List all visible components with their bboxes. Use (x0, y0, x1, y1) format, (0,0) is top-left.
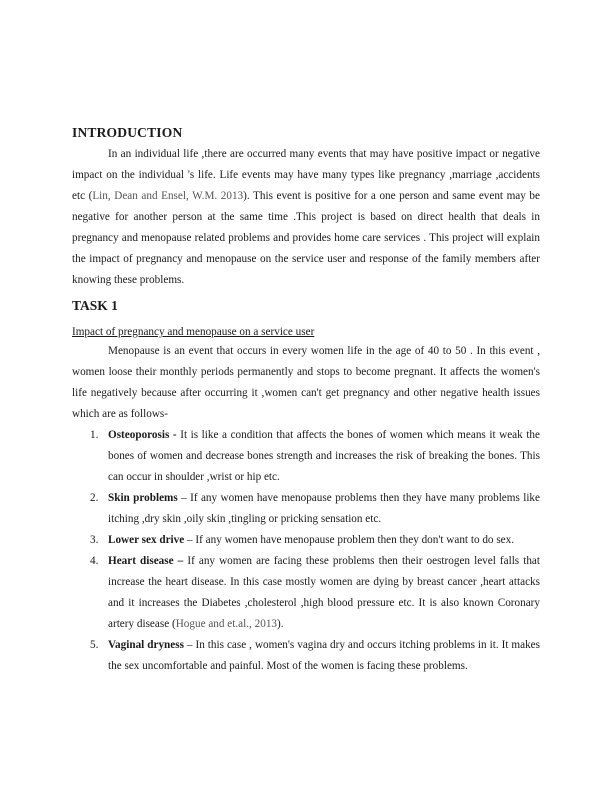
list-item (72, 551, 540, 635)
list-item-number: 2. (90, 492, 99, 504)
list-item-text: – In this case , women's vagina dry and occurs itching problems in it. It makes the sex uncomfortable and painful. Most of the women is facing these problems. (108, 639, 540, 672)
task1-heading: TASK 1 (72, 298, 118, 313)
task1-paragraph: Menopause is an event that occurs in every women life in the age of 40 to 50 . In this event , women loose their monthly periods permanently and stops to become pregnant. It affects the women's life negatively because after occurring it ,women can't get pregnancy and other negative health issues which are as follows- (72, 345, 540, 420)
intro-citation: Lin, Dean and Ensel, W.M. 2013 (92, 190, 244, 202)
list-item-text: – If any women have menopause problems then they have many problems like itching ,dry skin ,oily skin ,tingling or pricking sensation etc. (108, 492, 540, 525)
page-content (72, 124, 540, 677)
health-issues-list (72, 425, 540, 677)
introduction-paragraph (72, 144, 540, 291)
list-item-title: Lower sex drive (108, 534, 185, 546)
list-item-text: It is like a condition that affects the bones of women which means it weak the bones of women and decrease bones strength and increases the risk of breaking the bones. This can occur in shoulder ,wrist or hip etc. (108, 429, 540, 483)
list-item-text: – If any women have menopause problem then they don't want to do sex. (184, 534, 515, 546)
list-item (72, 425, 540, 488)
list-item-title: Heart disease – (108, 555, 184, 567)
introduction-heading: INTRODUCTION (72, 125, 183, 140)
list-item-text: If any women are facing these problems then their oestrogen level falls that increase the heart disease. In this case mostly women are dying by breast cancer ,heart attacks and it increases the Diabetes ,cholesterol ,high blood pressure etc. It is also known Coronary artery disease ( (108, 555, 541, 630)
list-item (72, 530, 540, 551)
list-item-citation: Hogue and et.al., 2013 (175, 618, 278, 630)
list-item-number: 1. (90, 429, 99, 441)
list-item-text-after: ). (277, 618, 284, 630)
list-item-number: 3. (90, 534, 99, 546)
task1-subheading: Impact of pregnancy and menopause on a service user (72, 326, 315, 338)
list-item-title: Skin problems (108, 492, 178, 504)
list-item-number: 5. (90, 639, 99, 651)
list-item (72, 488, 540, 530)
intro-text-a: In an individual life ,there are occurred many events that may have positive impact or negative impact on the individual 's life. Life events may have many types like pregnancy ,marriage ,accidents etc ( (72, 148, 540, 202)
list-item-number: 4. (90, 555, 99, 567)
intro-text-b: ). This event is positive for a one person and same event may be negative for another person at the same time .This project is based on direct health that deals in pregnancy and menopause related problems and provides home care services . This project will explain the impact of pregnancy and menopause on the service user and response of the family members after knowing these problems. (72, 190, 540, 286)
list-item-title: Vaginal dryness (108, 639, 184, 651)
list-item-title: Osteoporosis - (108, 429, 177, 441)
list-item (72, 635, 540, 677)
